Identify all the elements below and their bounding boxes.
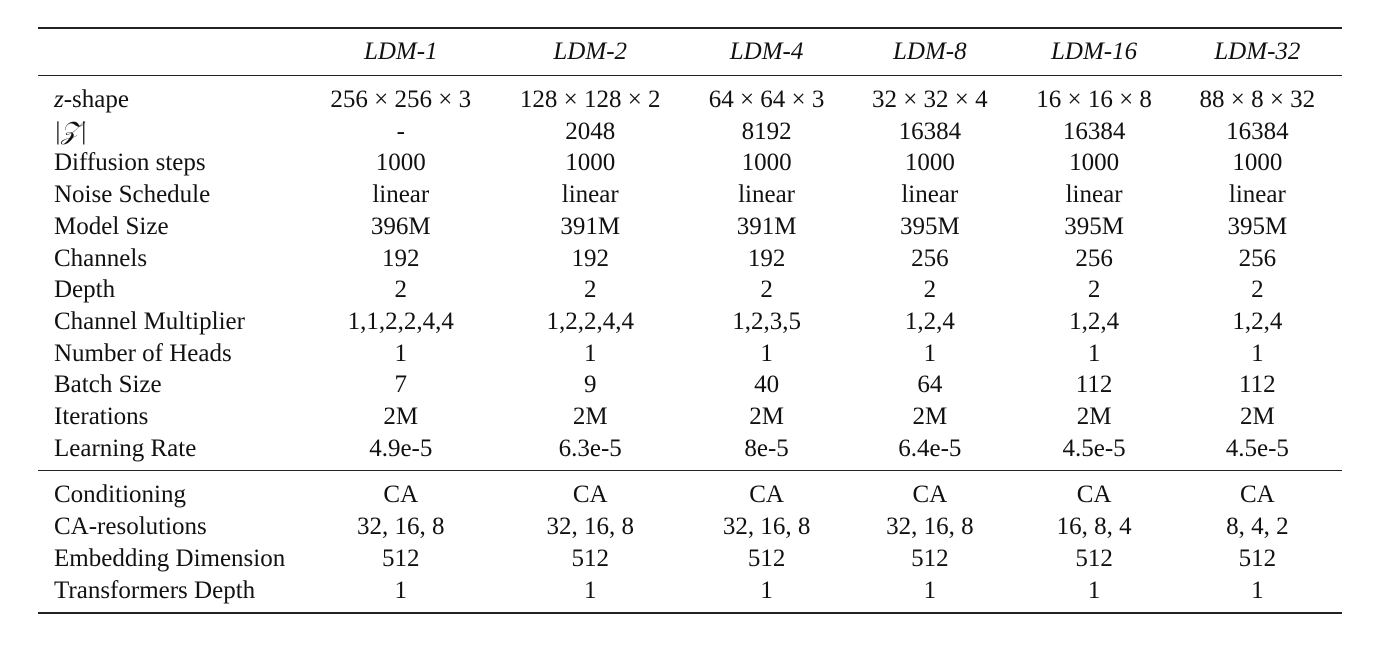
table-row — [38, 401, 1342, 433]
cell-ldm-1: 1000 — [375, 149, 426, 177]
cell-ldm-8: 16384 — [898, 117, 962, 145]
cell-ldm-1: 1 — [394, 576, 408, 604]
cell-ldm-8: 1000 — [904, 149, 955, 177]
math-label: |𝒵| — [54, 117, 87, 145]
cell-ldm-4: 32, 16, 8 — [722, 513, 811, 541]
row-label: Number of Heads — [54, 339, 232, 367]
column-header-ldm-4: LDM-4 — [729, 38, 804, 65]
table-row — [38, 211, 1342, 243]
cell-ldm-32: 512 — [1238, 544, 1277, 572]
cell-ldm-4: 1000 — [741, 149, 792, 177]
column-header-ldm-16: LDM-16 — [1051, 38, 1138, 65]
cell-ldm-8: 2 — [923, 276, 937, 304]
cell-ldm-32: 16384 — [1226, 117, 1289, 145]
cell-ldm-4: 192 — [747, 244, 786, 272]
table-row — [38, 76, 1342, 116]
row-label: Channel Multiplier — [54, 307, 245, 335]
table-row — [38, 306, 1342, 338]
cell-ldm-32: 88 × 8 × 32 — [1199, 86, 1316, 113]
table-row — [38, 433, 1342, 471]
cell-ldm-4: 512 — [747, 544, 786, 572]
cell-ldm-32: 395M — [1227, 212, 1288, 240]
cell-ldm-16: 2M — [1076, 403, 1112, 431]
row-label: Conditioning — [54, 481, 186, 509]
table-row — [38, 338, 1342, 370]
cell-ldm-1: linear — [372, 181, 430, 209]
cell-ldm-8: 1 — [923, 339, 937, 367]
math-variable: z — [54, 86, 64, 113]
cell-ldm-32: 8, 4, 2 — [1226, 513, 1289, 541]
row-label: Iterations — [54, 403, 149, 431]
row-label: Learning Rate — [54, 434, 197, 462]
cell-ldm-4: 1,2,3,5 — [732, 307, 801, 335]
table-row — [38, 147, 1342, 179]
ldm-hyperparameter-table — [38, 27, 1342, 614]
cell-ldm-2: 9 — [583, 371, 597, 399]
cell-ldm-16: linear — [1065, 181, 1123, 209]
cell-ldm-32: 2 — [1251, 276, 1264, 304]
header-empty-cell — [38, 28, 310, 76]
cell-ldm-8: 1,2,4 — [904, 307, 955, 335]
cell-ldm-8: 6.4e-5 — [898, 434, 962, 462]
header-row — [38, 28, 1342, 76]
row-label: CA-resolutions — [54, 513, 207, 541]
cell-ldm-16: 1,2,4 — [1069, 307, 1120, 335]
cell-ldm-32: 2M — [1239, 403, 1275, 431]
row-label: Channels — [54, 244, 148, 272]
row-label: Diffusion steps — [54, 149, 206, 177]
cell-ldm-1: CA — [383, 481, 419, 509]
cell-ldm-2: 1000 — [565, 149, 616, 177]
table-row — [38, 369, 1342, 401]
cell-ldm-32: 256 — [1238, 244, 1277, 272]
cell-ldm-16: 16384 — [1062, 117, 1126, 145]
cell-ldm-2: 2048 — [565, 117, 616, 145]
table-section-model — [38, 76, 1342, 471]
cell-ldm-1: 1,1,2,2,4,4 — [347, 307, 454, 335]
cell-ldm-4: 391M — [736, 212, 797, 240]
cell-ldm-2: 512 — [571, 544, 609, 572]
column-header-ldm-8: LDM-8 — [893, 38, 967, 65]
row-label: Model Size — [54, 212, 169, 240]
label-suffix: -shape — [63, 86, 129, 113]
cell-ldm-2: CA — [572, 481, 608, 509]
cell-ldm-16: 512 — [1075, 544, 1113, 572]
table-row — [38, 511, 1342, 543]
cell-ldm-4: 1 — [760, 339, 773, 367]
cell-ldm-4: linear — [738, 181, 796, 209]
cell-ldm-1: - — [396, 117, 405, 145]
row-label: Batch Size — [54, 371, 162, 399]
row-label: Embedding Dimension — [54, 544, 286, 572]
cell-ldm-2: 192 — [571, 244, 609, 272]
cell-ldm-4: 8192 — [741, 117, 792, 145]
column-header-ldm-2: LDM-2 — [553, 38, 628, 65]
row-label: Depth — [54, 276, 116, 304]
cell-ldm-2: 391M — [560, 212, 621, 240]
cell-ldm-16: 256 — [1075, 244, 1113, 272]
cell-ldm-8: 2M — [912, 403, 948, 431]
table-row — [38, 243, 1342, 275]
cell-ldm-2: 6.3e-5 — [558, 434, 622, 462]
cell-ldm-32: 1000 — [1232, 149, 1283, 177]
cell-ldm-16: 2 — [1087, 276, 1101, 304]
cell-ldm-1: 2 — [394, 276, 408, 304]
cell-ldm-4: 64 × 64 × 3 — [708, 86, 825, 113]
row-label: Noise Schedule — [54, 181, 211, 209]
cell-ldm-16: 16 × 16 × 8 — [1036, 86, 1152, 113]
cell-ldm-4: 1 — [760, 576, 773, 604]
cell-ldm-8: 395M — [899, 212, 960, 240]
cell-ldm-32: 112 — [1239, 371, 1276, 399]
cell-ldm-4: 40 — [754, 371, 780, 399]
cell-ldm-1: 32, 16, 8 — [357, 513, 445, 541]
column-header-ldm-1: LDM-1 — [363, 38, 438, 65]
cell-ldm-1: 4.9e-5 — [369, 434, 433, 462]
cell-ldm-1: 1 — [394, 339, 408, 367]
cell-ldm-4: 2M — [749, 403, 784, 431]
cell-ldm-2: 32, 16, 8 — [546, 513, 634, 541]
table-row — [38, 543, 1342, 575]
row-label — [38, 116, 310, 148]
cell-ldm-32: 1 — [1251, 339, 1264, 367]
cell-ldm-4: 8e-5 — [744, 434, 789, 462]
cell-ldm-16: 1 — [1087, 576, 1101, 604]
cell-ldm-4: CA — [749, 481, 784, 509]
cell-ldm-8: 64 — [917, 371, 943, 399]
cell-ldm-1: 256 × 256 × 3 — [330, 86, 472, 113]
table-header — [38, 28, 1342, 76]
cell-ldm-32: 1,2,4 — [1232, 307, 1283, 335]
cell-ldm-1: 396M — [370, 212, 431, 240]
table-row — [38, 471, 1342, 511]
cell-ldm-8: 512 — [911, 544, 949, 572]
cell-ldm-16: 16, 8, 4 — [1056, 513, 1132, 541]
cell-ldm-8: 32 × 32 × 4 — [871, 86, 988, 113]
cell-ldm-2: 2M — [572, 403, 608, 431]
cell-ldm-8: 32, 16, 8 — [886, 513, 974, 541]
cell-ldm-16: CA — [1076, 481, 1112, 509]
cell-ldm-16: 1 — [1087, 339, 1101, 367]
table-section-conditioning — [38, 471, 1342, 613]
cell-ldm-2: 128 × 128 × 2 — [519, 86, 661, 113]
cell-ldm-8: 256 — [911, 244, 949, 272]
cell-ldm-2: 1 — [583, 339, 597, 367]
cell-ldm-32: CA — [1239, 481, 1275, 509]
cell-ldm-8: 1 — [923, 576, 937, 604]
cell-ldm-1: 2M — [383, 403, 419, 431]
cell-ldm-2: 1 — [583, 576, 597, 604]
row-label — [38, 76, 310, 116]
cell-ldm-2: linear — [561, 181, 619, 209]
table-row — [38, 274, 1342, 306]
cell-ldm-1: 512 — [382, 544, 420, 572]
cell-ldm-32: 4.5e-5 — [1225, 434, 1289, 462]
cell-ldm-16: 395M — [1064, 212, 1124, 240]
cell-ldm-16: 1000 — [1069, 149, 1120, 177]
table-row — [38, 116, 1342, 148]
cell-ldm-32: 1 — [1251, 576, 1264, 604]
hyperparameter-table-container — [38, 27, 1342, 614]
column-header-ldm-32: LDM-32 — [1214, 38, 1301, 65]
cell-ldm-32: linear — [1228, 181, 1286, 209]
cell-ldm-16: 4.5e-5 — [1062, 434, 1126, 462]
row-label: Transformers Depth — [54, 576, 256, 604]
cell-ldm-16: 112 — [1075, 371, 1113, 399]
cell-ldm-4: 2 — [760, 276, 773, 304]
table-row — [38, 179, 1342, 211]
cell-ldm-2: 1,2,2,4,4 — [546, 307, 634, 335]
table-row — [38, 575, 1342, 614]
cell-ldm-1: 7 — [394, 371, 408, 399]
cell-ldm-8: CA — [912, 481, 948, 509]
cell-ldm-1: 192 — [382, 244, 420, 272]
cell-ldm-2: 2 — [583, 276, 597, 304]
cell-ldm-8: linear — [901, 181, 959, 209]
